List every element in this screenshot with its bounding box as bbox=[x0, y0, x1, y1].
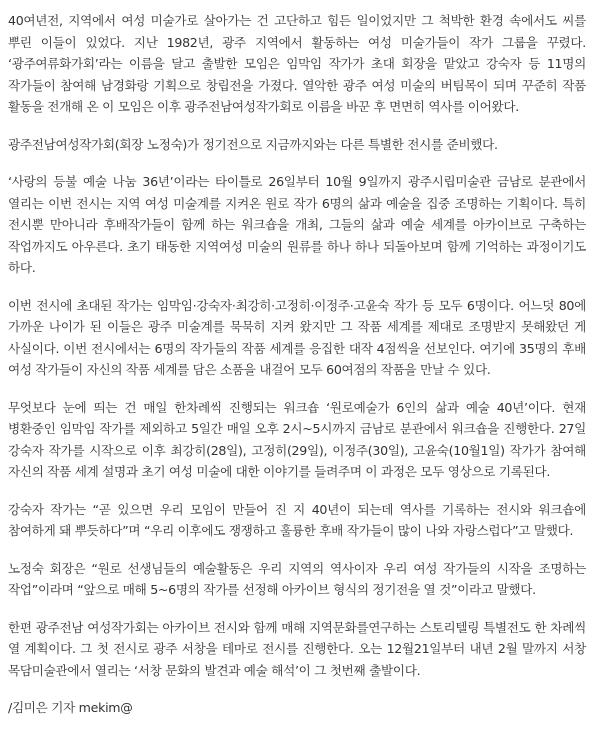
article-byline: /김미은 기자 mekim@ bbox=[8, 700, 133, 715]
article-paragraph-artists: 이번 전시에 초대된 작가는 임막임·강숙자·최강히·고정히·이정주·고윤숙 작가 등 모두 6명이다. 어느덧 80에 가까운 나이가 된 이들은 광주 미술계를 묵묵히 지켜 왔지만 그 작품 세계를 제대로 조명받지 못해왔던 게 사실이다. 이번 전시에서는 6명의 작가들의 작품 세계를 응집한 대작 4점씩을 선보인다. 여기에 35명의 후배 여성 작가들이 자신의 작품 세계를 담은 소품을 내걸어 모두 60여점의 작품을 만날 수 있다. bbox=[8, 297, 586, 377]
article-paragraph-quote-kang: 강숙자 작가는 “곧 있으면 우리 모임이 만들어 진 지 40년이 되는데 역사를 기록하는 전시와 워크숍에 참여하게 돼 뿌듯하다”며 “우리 이후에도 쟁쟁하고 훌륭한 후배 작가들이 많이 나와 자랑스럽다”고 말했다. bbox=[8, 501, 586, 538]
article-paragraph-workshop: 무엇보다 눈에 띄는 건 매일 한차례씩 진행되는 워크숍 ‘원로예술가 6인의 삶과 예술 40년’이다. 현재 병환중인 임막임 작가를 제외하고 5일간 매일 오후 2시~5시까지 금남로 분관에서 워크숍을 진행한다. 27일 강숙자 작가를 시작으로 이후 최강히(28일), 고정히(29일), 이정주(30일), 고윤숙(10월1일) 작가가 참여해 자신의 작품 세계 설명과 초기 여성 미술에 대한 이야기를 들려주며 이 과정은 모두 영상으로 기록된다. bbox=[8, 399, 586, 479]
article-paragraph-announcement: 광주전남여성작가회(회장 노정숙)가 정기전으로 지금까지와는 다른 특별한 전시를 준비했다. bbox=[8, 136, 498, 152]
article-paragraph-special-exhibition: 한편 광주전남 여성작가회는 아카이브 전시와 함께 매해 지역문화를연구하는 스토리텔링 특별전도 한 차례씩 열 계획이다. 그 첫 전시로 광주 서창을 테마로 전시를 진행한다. 오는 12월21일부터 내년 2월 말까지 서창 목담미술관에서 열리는 ‘서창 문화의 발견과 예술 해석’이 그 첫번째 출발이다. bbox=[8, 619, 586, 678]
article-paragraph-intro: 40여년전, 지역에서 여성 미술가로 살아가는 건 고단하고 힘든 일이었지만 그 척박한 환경 속에서도 씨를 뿌린 이들이 있었다. 지난 1982년, 광주 지역에서 활동하는 여성 미술가들이 작가 그룹을 꾸렸다. ‘광주여류화가회’라는 이름을 달고 출발한 모임은 임막임 작가가 초대 회장을 맡았고 강숙자 등 11명의 작가들이 참여해 남경화랑 기획으로 창립전을 가졌다. 열악한 광주 여성 미술의 버팀목이 되며 꾸준히 작품 활동을 전개해 온 이 모임은 이후 광주전남여성작가회로 이름을 바꾼 후 면면히 역사를 이어왔다. bbox=[8, 13, 586, 114]
article-paragraph-quote-noh: 노정숙 회장은 “원로 선생님들의 예술활동은 우리 지역의 역사이자 우리 여성 작가들의 시작을 조명하는 작업”이라며 “앞으로 매해 5~6명의 작가를 선정해 아카이브 형식의 정기전을 열 것”이라고 말했다. bbox=[8, 560, 586, 597]
article-paragraph-exhibition: ‘사랑의 등불 예술 나눔 36년’이라는 타이틀로 26일부터 10월 9일까지 광주시립미술관 금남로 분관에서 열리는 이번 전시는 지역 여성 미술계를 지켜온 원로 작가 6명의 삶과 예술을 집중 조명하는 기획이다. 특히 전시뿐 만아니라 후배작가들이 함께 하는 워크숍을 개최, 그들의 삶과 예술 세계를 아카이브로 구축하는 작업까지도 아우른다. 초기 태동한 지역여성 미술의 원류를 하나 하나 되돌아보며 함께 기억하는 과정이기도 하다. bbox=[8, 174, 586, 275]
